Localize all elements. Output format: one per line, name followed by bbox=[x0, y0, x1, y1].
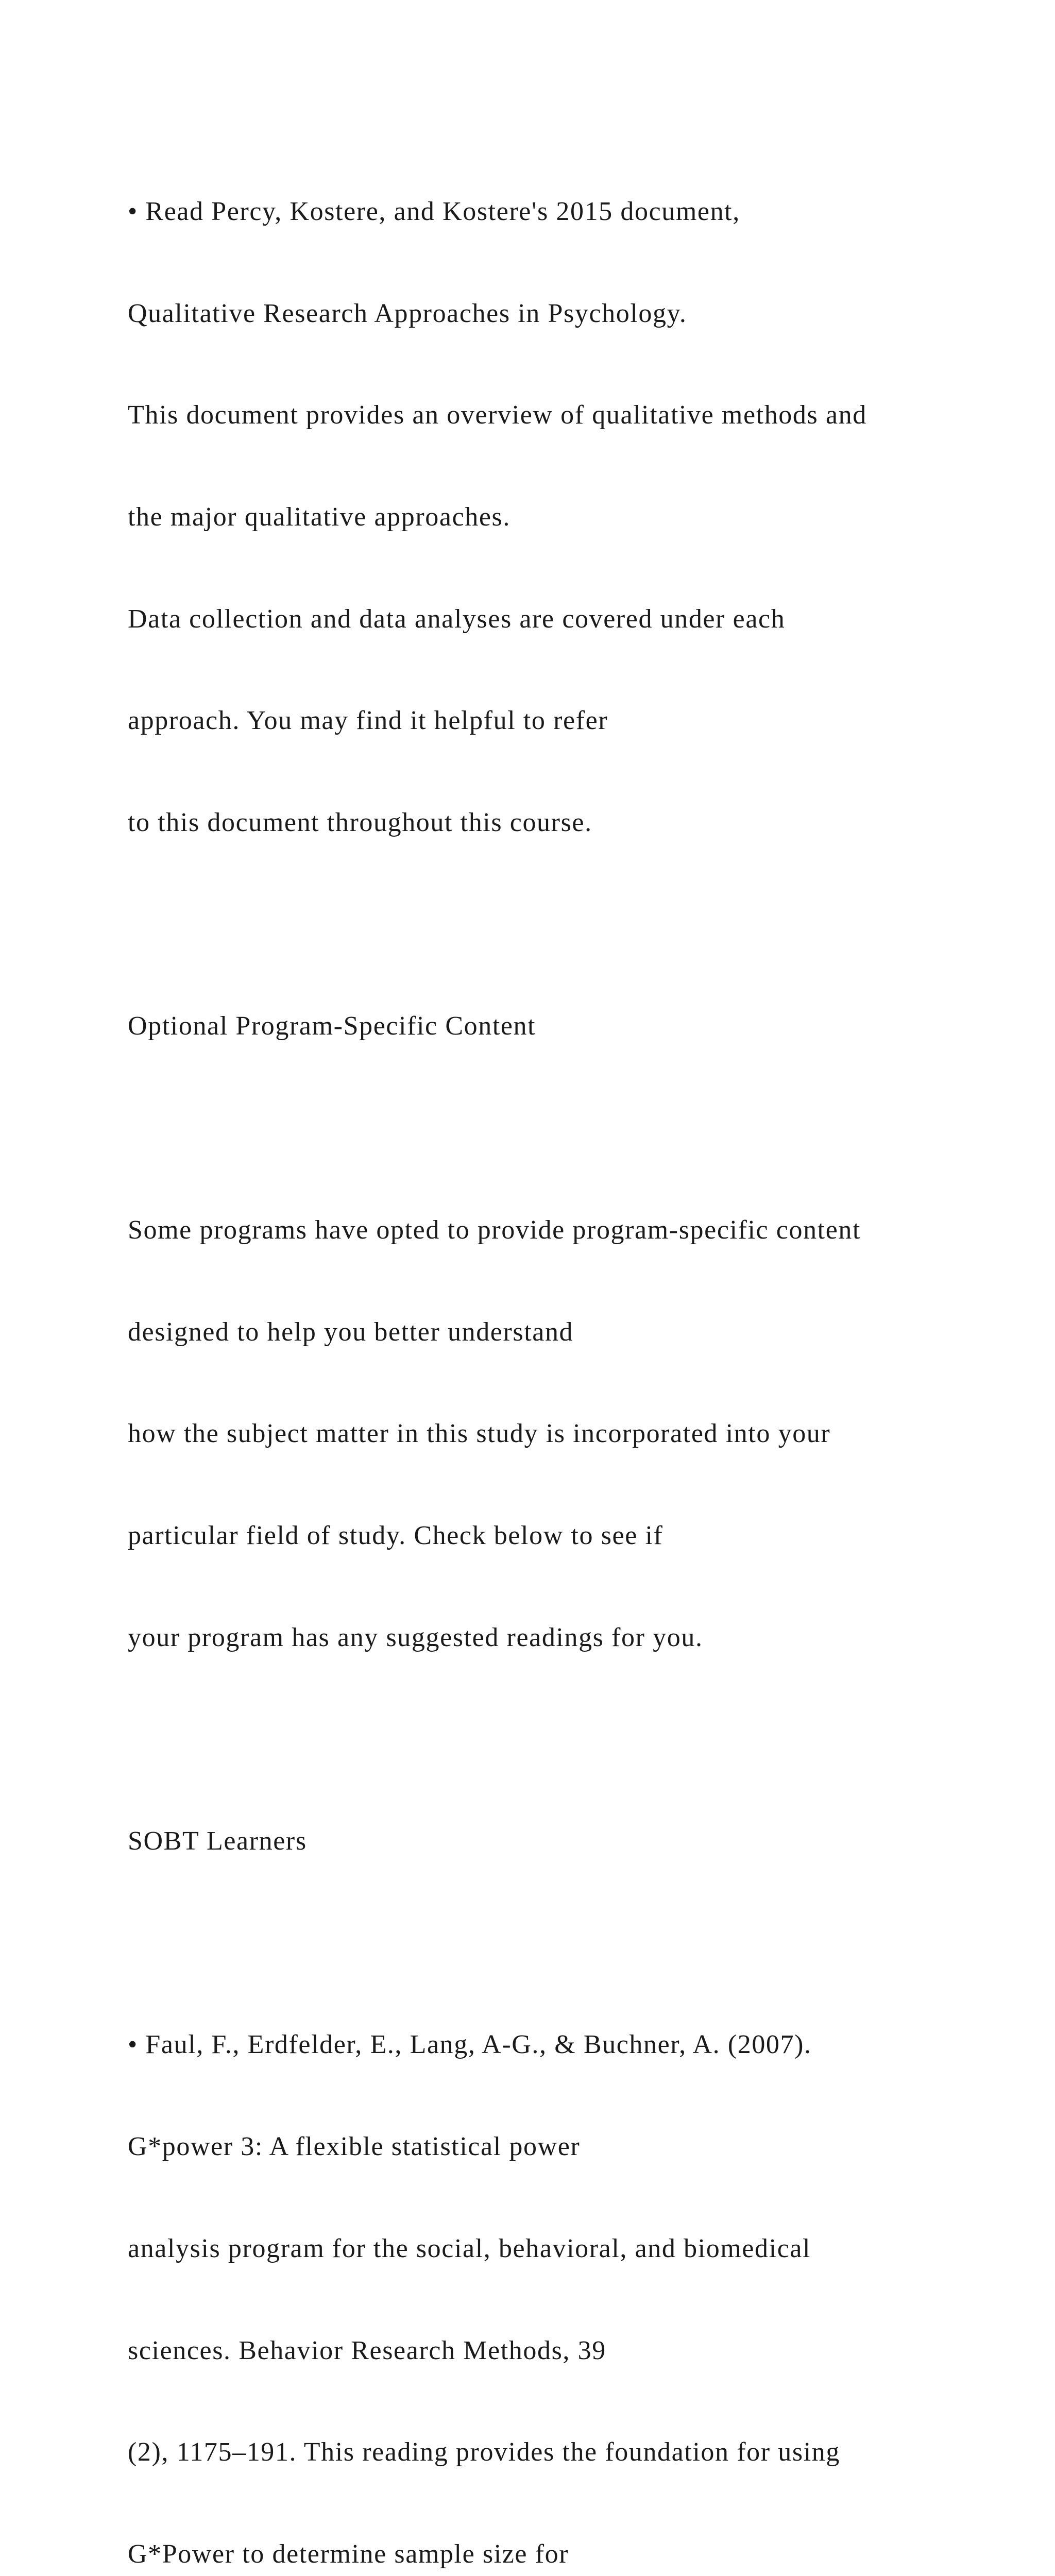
text-line: the major qualitative approaches. bbox=[128, 502, 511, 532]
text-line: designed to help you better understand bbox=[128, 1317, 574, 1347]
text-line: • Read Percy, Kostere, and Kostere's 2015 document, bbox=[128, 196, 740, 226]
reference-line: (2), 1175–191. This reading provides the foundation for using bbox=[128, 2437, 840, 2467]
text-line: your program has any suggested readings for you. bbox=[128, 1622, 703, 1652]
text-line: particular field of study. Check below to see if bbox=[128, 1520, 663, 1550]
blank-line bbox=[128, 908, 1003, 942]
section-heading: SOBT Learners bbox=[128, 1826, 307, 1856]
blank-line bbox=[128, 1926, 1003, 1960]
reference-line: G*Power to determine sample size for bbox=[128, 2539, 569, 2569]
text-line: Data collection and data analyses are covered under each bbox=[128, 604, 786, 634]
text-line: Qualitative Research Approaches in Psychology. bbox=[128, 298, 687, 328]
blank-line bbox=[128, 1722, 1003, 1756]
document-body bbox=[128, 127, 1003, 2576]
reference-line: G*power 3: A flexible statistical power bbox=[128, 2132, 581, 2162]
section-heading: Optional Program-Specific Content bbox=[128, 1011, 536, 1041]
reference-line: sciences. Behavior Research Methods, 39 bbox=[128, 2335, 606, 2365]
reference-line: • Faul, F., Erdfelder, E., Lang, A-G., & Buchner, A. (2007). bbox=[128, 2030, 812, 2060]
text-line: how the subject matter in this study is incorporated into your bbox=[128, 1419, 831, 1449]
text-line: approach. You may find it helpful to refer bbox=[128, 706, 608, 736]
reference-line: analysis program for the social, behavioral, and biomedical bbox=[128, 2233, 811, 2263]
text-line: to this document throughout this course. bbox=[128, 808, 592, 838]
text-line: Some programs have opted to provide program-specific content bbox=[128, 1215, 861, 1245]
blank-line bbox=[128, 1111, 1003, 1145]
text-line: This document provides an overview of qualitative methods and bbox=[128, 400, 867, 430]
